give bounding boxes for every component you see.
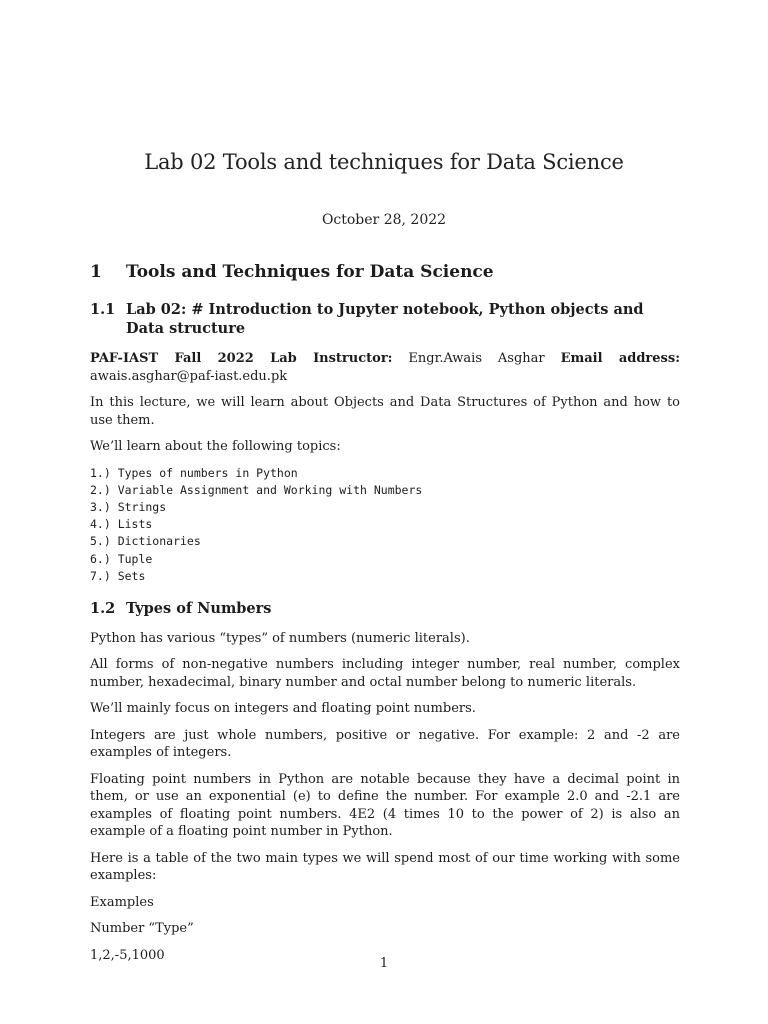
page-number: 1 <box>379 956 389 971</box>
instructor-name: Engr.Awais Asghar <box>408 351 545 366</box>
subsection-title: Types of Numbers <box>126 599 272 617</box>
intro-paragraph: In this lecture, we will learn about Objects and Data Structures of Python and how to use them. <box>90 395 680 428</box>
instructor-info <box>90 350 680 385</box>
paragraph: Floating point numbers in Python are notable because they have a decimal point in them, or use an exponential (e) to define the number. For example 2.0 and -2.1 are examples of floating point numbers. 4E2 (4 times 10 to the power of 2) is also an example of a floating point number in Python. <box>90 771 680 840</box>
section-number: 1 <box>90 262 102 282</box>
list-item: 4.) Lists <box>90 517 153 532</box>
paragraph: Python has various “types” of numbers (numeric literals). <box>90 630 470 646</box>
list-item: 7.) Sets <box>90 568 146 583</box>
table-header-examples: Examples <box>90 894 154 910</box>
table-header-number-type: Number “Type” <box>90 921 194 937</box>
subsection-heading-1-2 <box>90 599 680 618</box>
email-address: awais.asghar@paf-iast.edu.pk <box>90 368 288 384</box>
document-date: October 28, 2022 <box>321 212 447 228</box>
subsection-number: 1.2 <box>90 599 116 617</box>
document-title: Lab 02 Tools and techniques for Data Science <box>144 150 624 174</box>
section-title: Tools and Techniques for Data Science <box>126 262 494 282</box>
org-label: PAF-IAST Fall 2022 Lab Instructor: <box>90 351 393 366</box>
paragraph: Integers are just whole numbers, positive or negative. For example: 2 and -2 are examples of integers. <box>90 727 680 761</box>
section-heading-1 <box>90 262 680 282</box>
list-item: 6.) Tuple <box>90 551 153 566</box>
list-item: 1.) Types of numbers in Python <box>90 465 298 480</box>
subsection-heading-1-1 <box>90 300 680 338</box>
list-item: 3.) Strings <box>90 499 167 514</box>
paragraph: We’ll mainly focus on integers and floating point numbers. <box>90 701 476 717</box>
list-item: 2.) Variable Assignment and Working with Numbers <box>90 482 423 497</box>
table-row-integers: 1,2,-5,1000 <box>90 947 165 963</box>
topics-list <box>90 465 680 585</box>
subsection-number: 1.1 <box>90 301 116 318</box>
topics-intro: We’ll learn about the following topics: <box>90 439 341 454</box>
subsection-title: Lab 02: # Introduction to Jupyter notebook, Python objects and Data structure <box>126 301 644 337</box>
email-label: Email address: <box>560 351 680 366</box>
paragraph: Here is a table of the two main types we will spend most of our time working with some examples: <box>90 850 680 884</box>
list-item: 5.) Dictionaries <box>90 534 201 549</box>
document-body <box>90 262 680 973</box>
paragraph: All forms of non-negative numbers including integer number, real number, complex number, hexadecimal, binary number and octal number belong to numeric literals. <box>90 657 680 690</box>
